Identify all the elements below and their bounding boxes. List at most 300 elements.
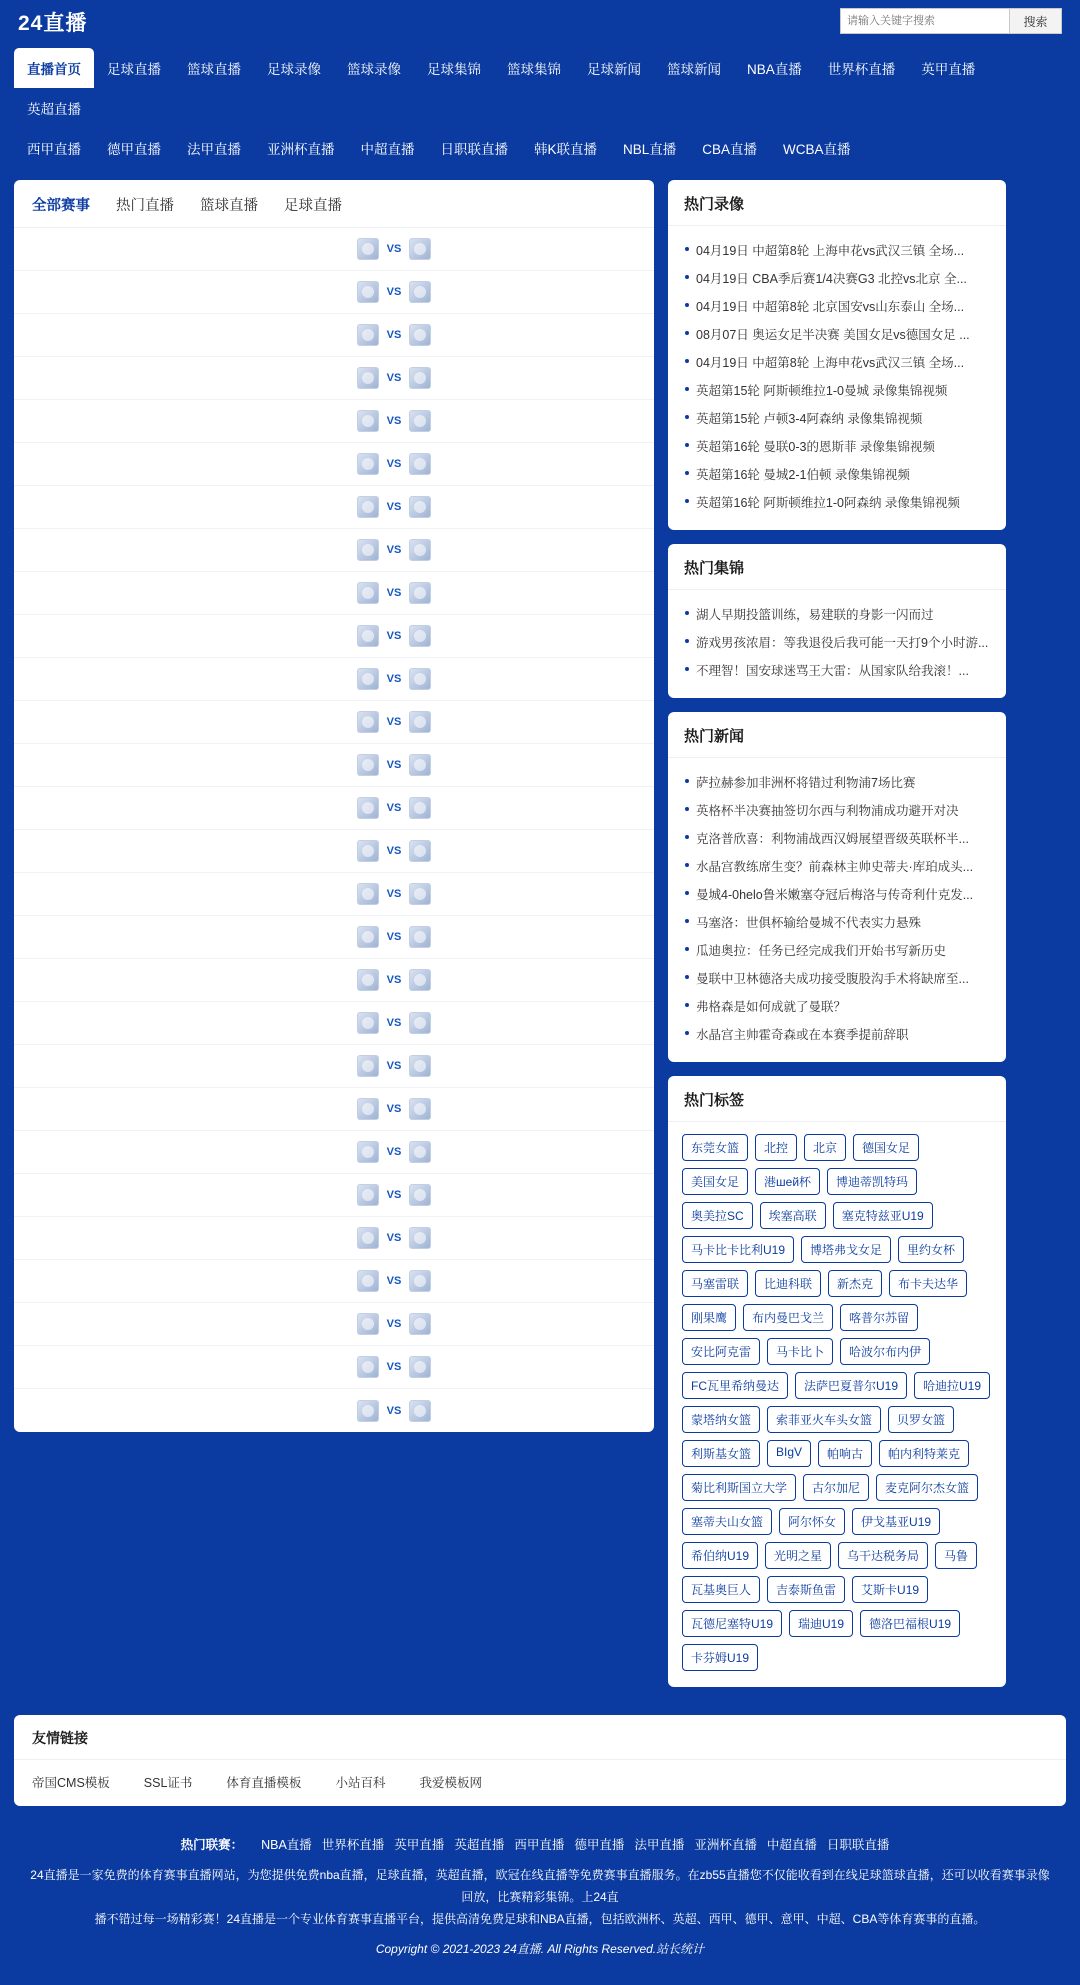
hot-tag[interactable]: 美国女足 xyxy=(682,1168,748,1195)
home-team xyxy=(228,1098,379,1120)
match-tabs xyxy=(14,180,654,228)
hot-tag[interactable]: 新杰克 xyxy=(828,1270,882,1297)
hot-tag[interactable]: 帕内利特莱克 xyxy=(879,1440,969,1467)
away-team xyxy=(409,496,560,518)
footer-description xyxy=(30,1864,1050,1931)
hot-tag[interactable]: 布内曼巴戈兰 xyxy=(743,1304,833,1331)
hot-news-item[interactable]: 萨拉赫参加非洲杯将错过利物浦7场比赛 xyxy=(682,768,992,796)
away-team-badge-icon xyxy=(409,582,431,604)
match-teams xyxy=(228,1141,560,1163)
match-teams xyxy=(228,1313,560,1335)
vs-label: VS xyxy=(386,286,402,298)
friend-link[interactable]: 体育直播模板 xyxy=(226,1776,302,1790)
home-team-badge-icon xyxy=(357,1098,379,1120)
hot-tag[interactable]: 刚果鹰 xyxy=(682,1304,736,1331)
hot-news-item[interactable]: 曼联中卫林德洛夫成功接受腹股沟手术将缺席至... xyxy=(682,964,992,992)
match-row[interactable] xyxy=(14,615,654,658)
hot-highlight-item[interactable]: 不理智！国安球迷骂王大雷：从国家队给我滚！... xyxy=(682,656,992,684)
hot-tag[interactable]: 伊戈基亚U19 xyxy=(852,1508,940,1535)
match-teams xyxy=(228,582,560,604)
match-teams xyxy=(228,883,560,905)
home-team xyxy=(228,926,379,948)
away-team-badge-icon xyxy=(409,1227,431,1249)
hot-tags-list xyxy=(668,1122,1006,1687)
match-row[interactable] xyxy=(14,830,654,873)
footer-league-link[interactable]: 日职联直播 xyxy=(826,1838,890,1852)
hot-tag[interactable]: 安比阿克雷 xyxy=(682,1338,760,1365)
home-team xyxy=(228,1227,379,1249)
home-team xyxy=(228,625,379,647)
match-row[interactable] xyxy=(14,529,654,572)
nav-row-secondary xyxy=(14,128,1066,168)
away-team xyxy=(409,1055,560,1077)
vs-label: VS xyxy=(386,888,402,900)
hot-tag[interactable]: 港шей杯 xyxy=(755,1168,820,1195)
hot-tag[interactable]: 菊比利斯国立大学 xyxy=(682,1474,796,1501)
away-team xyxy=(409,840,560,862)
vs-label: VS xyxy=(386,1318,402,1330)
away-team xyxy=(409,539,560,561)
away-team-badge-icon xyxy=(409,883,431,905)
nav-item-football-replay[interactable]: 足球录像 xyxy=(267,62,321,77)
home-team-badge-icon xyxy=(357,754,379,776)
footer-league-link[interactable]: 亚洲杯直播 xyxy=(694,1838,757,1852)
hot-replay-item[interactable]: 04月19日 中超第8轮 北京国安vs山东泰山 全场... xyxy=(682,292,992,320)
footer-league-link[interactable]: 西甲直播 xyxy=(514,1838,565,1852)
home-team-badge-icon xyxy=(357,367,379,389)
friend-link[interactable]: SSL证书 xyxy=(143,1776,193,1790)
match-teams xyxy=(228,711,560,733)
match-teams xyxy=(228,539,560,561)
hot-tag[interactable]: 马塞雷联 xyxy=(682,1270,748,1297)
match-teams xyxy=(228,969,560,991)
vs-label: VS xyxy=(386,1189,402,1201)
away-team-badge-icon xyxy=(409,711,431,733)
friend-link[interactable]: 小站百科 xyxy=(335,1776,386,1790)
match-row[interactable] xyxy=(14,701,654,744)
friend-link[interactable]: 帝国CMS模板 xyxy=(32,1776,110,1790)
match-row[interactable] xyxy=(14,916,654,959)
nav-item-championship[interactable]: 英甲直播 xyxy=(921,62,976,77)
hot-tag[interactable]: 索菲亚火车头女篮 xyxy=(767,1406,881,1433)
nav-item-bundesliga[interactable]: 德甲直播 xyxy=(107,142,161,157)
away-team-badge-icon xyxy=(409,1270,431,1292)
away-team-badge-icon xyxy=(409,1356,431,1378)
nav-item-football-news[interactable]: 足球新闻 xyxy=(587,62,641,77)
hot-news-item[interactable]: 弗格森是如何成就了曼联？ xyxy=(682,992,992,1020)
nav-item-basketball-live[interactable]: 篮球直播 xyxy=(187,62,241,77)
nav-item-ligue1[interactable]: 法甲直播 xyxy=(187,142,241,157)
footer-league-links xyxy=(256,1838,894,1852)
away-team-badge-icon xyxy=(409,1313,431,1335)
hot-tag[interactable]: 德洛巴福根U19 xyxy=(860,1610,960,1637)
vs-label: VS xyxy=(386,329,402,341)
away-team xyxy=(409,1400,560,1422)
away-team-badge-icon xyxy=(409,1184,431,1206)
match-teams xyxy=(228,1400,560,1422)
match-row[interactable] xyxy=(14,314,654,357)
nav-item-home[interactable]: 直播首页 xyxy=(14,48,94,88)
home-team-badge-icon xyxy=(357,324,379,346)
home-team xyxy=(228,410,379,432)
match-teams xyxy=(228,1184,560,1206)
friend-links-zone xyxy=(0,1715,1080,1820)
hot-news-item[interactable]: 曼城4-0helo鲁米嫩塞夺冠后梅洛与传奇利什克发... xyxy=(682,880,992,908)
away-team xyxy=(409,668,560,690)
hot-tag[interactable]: 德国女足 xyxy=(853,1134,919,1161)
home-team xyxy=(228,281,379,303)
nav-item-football-live[interactable]: 足球直播 xyxy=(107,62,161,77)
footer-league-link[interactable]: 英超直播 xyxy=(454,1838,505,1852)
match-row[interactable] xyxy=(14,1002,654,1045)
away-team xyxy=(409,926,560,948)
footer-leagues-label: 热门联赛： xyxy=(180,1838,244,1852)
match-teams xyxy=(228,1356,560,1378)
hot-replay-card xyxy=(668,180,1006,530)
match-row[interactable] xyxy=(14,959,654,1002)
away-team xyxy=(409,453,560,475)
away-team xyxy=(409,1227,560,1249)
home-team xyxy=(228,1012,379,1034)
tab-all-events[interactable]: 全部赛事 xyxy=(32,198,90,214)
hot-news-list xyxy=(668,758,1006,1062)
nav-item-basketball-replay[interactable]: 篮球录像 xyxy=(347,62,401,77)
away-team xyxy=(409,582,560,604)
home-team-badge-icon xyxy=(357,840,379,862)
left-column xyxy=(14,180,654,1446)
home-team-badge-icon xyxy=(357,711,379,733)
home-team xyxy=(228,324,379,346)
nav-item-kleague[interactable]: 韩K联直播 xyxy=(534,142,598,157)
hot-tag[interactable]: 法萨巴夏普尔U19 xyxy=(795,1372,907,1399)
right-column xyxy=(668,180,1006,1701)
match-row[interactable] xyxy=(14,1303,654,1346)
hot-tag[interactable]: 塞蒂夫山女篮 xyxy=(682,1508,772,1535)
hot-tag[interactable]: 北控 xyxy=(755,1134,797,1161)
vs-label: VS xyxy=(386,759,402,771)
away-team-badge-icon xyxy=(409,324,431,346)
match-row[interactable] xyxy=(14,357,654,400)
match-row[interactable] xyxy=(14,1260,654,1303)
hot-tag[interactable]: 希伯纳U19 xyxy=(682,1542,758,1569)
nav-item-premier-league[interactable]: 英超直播 xyxy=(27,102,81,117)
vs-label: VS xyxy=(386,1060,402,1072)
hot-tag[interactable]: 吉泰斯鱼雷 xyxy=(767,1576,845,1603)
hot-tag[interactable]: 麦克阿尔杰女篮 xyxy=(876,1474,978,1501)
hot-replay-item[interactable]: 08月07日 奥运女足半决赛 美国女足vs德国女足 ... xyxy=(682,320,992,348)
vs-label: VS xyxy=(386,458,402,470)
match-row[interactable] xyxy=(14,1088,654,1131)
home-team-badge-icon xyxy=(357,1313,379,1335)
away-team-badge-icon xyxy=(409,1400,431,1422)
home-team xyxy=(228,668,379,690)
match-row[interactable] xyxy=(14,1174,654,1217)
away-team-badge-icon xyxy=(409,754,431,776)
hot-tag[interactable]: BIgV xyxy=(767,1440,811,1467)
tab-basketball-live[interactable]: 篮球直播 xyxy=(200,198,258,214)
away-team xyxy=(409,797,560,819)
hot-replay-item[interactable]: 英超第16轮 曼城2-1伯顿 录像集锦视频 xyxy=(682,460,992,488)
hot-news-item[interactable]: 水晶宫主帅霍奇森或在本赛季提前辞职 xyxy=(682,1020,992,1048)
home-team xyxy=(228,1141,379,1163)
match-teams xyxy=(228,797,560,819)
hot-tag[interactable]: 古尔加尼 xyxy=(803,1474,869,1501)
hot-news-item[interactable]: 马塞洛：世俱杯输给曼城不代表实力悬殊 xyxy=(682,908,992,936)
match-row[interactable] xyxy=(14,1389,654,1432)
hot-tag[interactable]: 哈迪拉U19 xyxy=(914,1372,990,1399)
nav-item-worldcup[interactable]: 世界杯直播 xyxy=(827,62,896,77)
hot-tag[interactable]: 博塔弗戈女足 xyxy=(801,1236,891,1263)
nav-item-nba[interactable]: NBA直播 xyxy=(747,62,802,77)
match-row[interactable] xyxy=(14,1045,654,1088)
nav-item-basketball-news[interactable]: 篮球新闻 xyxy=(667,62,721,77)
vs-label: VS xyxy=(386,1017,402,1029)
home-team-badge-icon xyxy=(357,1184,379,1206)
home-team-badge-icon xyxy=(357,1055,379,1077)
home-team xyxy=(228,1184,379,1206)
match-row[interactable] xyxy=(14,486,654,529)
footer-desc-line2: 播不错过每一场精彩赛！24直播是一个专业体育赛事直播平台，提供高清免费足球和NBA直播，包括欧洲杯、英超、西甲、德甲、意甲、中超、CBA等体育赛事的直播。 xyxy=(94,1912,986,1927)
home-team-badge-icon xyxy=(357,1400,379,1422)
friend-links-card xyxy=(14,1715,1066,1806)
away-team-badge-icon xyxy=(409,367,431,389)
footer-league-link[interactable]: 英甲直播 xyxy=(394,1838,445,1852)
hot-tag[interactable]: 帕响古 xyxy=(818,1440,872,1467)
hot-replay-item[interactable]: 04月19日 CBA季后赛1/4决赛G3 北控vs北京 全... xyxy=(682,264,992,292)
away-team xyxy=(409,410,560,432)
match-row[interactable] xyxy=(14,1346,654,1389)
hot-replay-item[interactable]: 英超第15轮 阿斯顿维拉1-0曼城 录像集锦视频 xyxy=(682,376,992,404)
hot-replay-title: 热门录像 xyxy=(668,180,1006,226)
search-input[interactable] xyxy=(840,8,1010,34)
home-team-badge-icon xyxy=(357,238,379,260)
hot-news-item[interactable]: 英格杯半决赛抽签切尔西与利物浦成功避开对决 xyxy=(682,796,992,824)
match-row[interactable] xyxy=(14,443,654,486)
hot-tag[interactable]: 贝罗女篮 xyxy=(888,1406,954,1433)
home-team xyxy=(228,840,379,862)
away-team xyxy=(409,1184,560,1206)
match-row[interactable] xyxy=(14,744,654,787)
home-team xyxy=(228,883,379,905)
nav-item-laliga[interactable]: 西甲直播 xyxy=(27,142,81,157)
friend-link[interactable]: 我爱模板网 xyxy=(419,1776,482,1790)
hot-tag[interactable]: 比迪科联 xyxy=(755,1270,821,1297)
away-team-badge-icon xyxy=(409,1098,431,1120)
away-team xyxy=(409,754,560,776)
footer-league-link[interactable]: 法甲直播 xyxy=(634,1838,685,1852)
hot-tag[interactable]: 博迪蒂凯特玛 xyxy=(827,1168,917,1195)
vs-label: VS xyxy=(386,415,402,427)
home-team-badge-icon xyxy=(357,926,379,948)
hot-tag[interactable]: 里约女杯 xyxy=(898,1236,964,1263)
hot-tag[interactable]: 瓦基奥巨人 xyxy=(682,1576,760,1603)
nav-item-nbl[interactable]: NBL直播 xyxy=(623,142,677,157)
footer-leagues-row xyxy=(30,1834,1050,1858)
match-row[interactable] xyxy=(14,873,654,916)
vs-label: VS xyxy=(386,630,402,642)
hot-tag[interactable]: 蒙塔纳女篮 xyxy=(682,1406,760,1433)
vs-label: VS xyxy=(386,372,402,384)
hot-tag[interactable]: 奥美拉SC xyxy=(682,1202,753,1229)
match-teams xyxy=(228,496,560,518)
hot-highlights-title: 热门集锦 xyxy=(668,544,1006,590)
hot-tag[interactable]: 马卡比卡比利U19 xyxy=(682,1236,794,1263)
match-row[interactable] xyxy=(14,228,654,271)
away-team xyxy=(409,281,560,303)
hot-replay-item[interactable]: 04月19日 中超第8轮 上海申花vs武汉三镇 全场... xyxy=(682,348,992,376)
home-team-badge-icon xyxy=(357,797,379,819)
vs-label: VS xyxy=(386,587,402,599)
nav-item-jleague[interactable]: 日职联直播 xyxy=(440,142,508,157)
vs-label: VS xyxy=(386,974,402,986)
home-team-badge-icon xyxy=(357,539,379,561)
match-row[interactable] xyxy=(14,572,654,615)
away-team xyxy=(409,1356,560,1378)
vs-label: VS xyxy=(386,673,402,685)
match-teams xyxy=(228,410,560,432)
match-teams xyxy=(228,281,560,303)
content-area xyxy=(0,180,1080,1715)
hot-replay-item[interactable]: 英超第16轮 曼联0-3的恩斯菲 录像集锦视频 xyxy=(682,432,992,460)
vs-label: VS xyxy=(386,845,402,857)
friend-links-row xyxy=(14,1760,1066,1806)
away-team xyxy=(409,1012,560,1034)
away-team-badge-icon xyxy=(409,539,431,561)
hot-replay-item[interactable]: 英超第16轮 阿斯顿维拉1-0阿森纳 录像集锦视频 xyxy=(682,488,992,516)
vs-label: VS xyxy=(386,501,402,513)
hot-tags-title: 热门标签 xyxy=(668,1076,1006,1122)
home-team xyxy=(228,582,379,604)
home-team-badge-icon xyxy=(357,625,379,647)
away-team-badge-icon xyxy=(409,281,431,303)
hot-tag[interactable]: 东莞女篮 xyxy=(682,1134,748,1161)
home-team xyxy=(228,711,379,733)
nav-item-asiancup[interactable]: 亚洲杯直播 xyxy=(267,142,335,157)
match-row[interactable] xyxy=(14,271,654,314)
home-team xyxy=(228,969,379,991)
vs-label: VS xyxy=(386,243,402,255)
main-nav xyxy=(0,44,1080,180)
home-team-badge-icon xyxy=(357,969,379,991)
match-teams xyxy=(228,926,560,948)
hot-replay-item[interactable]: 英超第15轮 卢顿3-4阿森纳 录像集锦视频 xyxy=(682,404,992,432)
match-row[interactable] xyxy=(14,787,654,830)
hot-tag[interactable]: 喀普尔苏留 xyxy=(840,1304,918,1331)
home-team xyxy=(228,1400,379,1422)
away-team-badge-icon xyxy=(409,410,431,432)
footer xyxy=(0,1820,1080,1985)
vs-label: VS xyxy=(386,1404,402,1417)
hot-tag[interactable]: 光明之星 xyxy=(765,1542,831,1569)
match-row[interactable] xyxy=(14,1131,654,1174)
footer-league-link[interactable]: 德甲直播 xyxy=(574,1838,625,1852)
hot-tag[interactable]: 塞克特兹亚U19 xyxy=(833,1202,933,1229)
hot-highlight-item[interactable]: 湖人早期投篮训练，易建联的身影一闪而过 xyxy=(682,600,992,628)
match-list-card xyxy=(14,180,654,1432)
away-team xyxy=(409,625,560,647)
away-team-badge-icon xyxy=(409,668,431,690)
hot-tag[interactable]: 埃塞高联 xyxy=(760,1202,826,1229)
nav-item-csl[interactable]: 中超直播 xyxy=(360,142,415,157)
away-team xyxy=(409,1313,560,1335)
hot-tag[interactable]: 艾斯卡U19 xyxy=(852,1576,928,1603)
hot-tag[interactable]: 马鲁 xyxy=(935,1542,977,1569)
away-team-badge-icon xyxy=(409,1055,431,1077)
footer-league-link[interactable]: NBA直播 xyxy=(261,1838,312,1852)
home-team-badge-icon xyxy=(357,1356,379,1378)
home-team-badge-icon xyxy=(357,1227,379,1249)
hot-replay-item[interactable]: 04月19日 中超第8轮 上海申花vs武汉三镇 全场... xyxy=(682,236,992,264)
match-teams xyxy=(228,367,560,389)
footer-league-link[interactable]: 中超直播 xyxy=(766,1838,817,1852)
hot-replay-list xyxy=(668,226,1006,530)
nav-item-cba[interactable]: CBA直播 xyxy=(702,142,758,157)
hot-highlight-item[interactable]: 游戏男孩浓眉：等我退役后我可能一天打9个小时游... xyxy=(682,628,992,656)
footer-desc-line1: 24直播是一家免费的体育赛事直播网站，为您提供免费nba直播，足球直播，英超直播，欧冠在线直播等免费赛事直播服务。在zb55直播您不仅能收看到在线足球篮球直播，还可以收看赛事录像回放，比赛精彩集锦。上24直 xyxy=(30,1867,1050,1904)
home-team-badge-icon xyxy=(357,668,379,690)
footer-league-link[interactable]: 世界杯直播 xyxy=(321,1838,385,1852)
match-row[interactable] xyxy=(14,658,654,701)
match-row[interactable] xyxy=(14,400,654,443)
match-row[interactable] xyxy=(14,1217,654,1260)
away-team-badge-icon xyxy=(409,1012,431,1034)
hot-highlights-list xyxy=(668,590,1006,698)
search-button[interactable]: 搜索 xyxy=(1010,8,1062,34)
hot-news-item[interactable]: 瓜迪奥拉：任务已经完成我们开始书写新历史 xyxy=(682,936,992,964)
away-team xyxy=(409,238,560,260)
nav-item-football-highlights[interactable]: 足球集锦 xyxy=(427,62,481,77)
home-team xyxy=(228,453,379,475)
match-teams xyxy=(228,1270,560,1292)
home-team xyxy=(228,1356,379,1378)
match-teams xyxy=(228,668,560,690)
hot-tag[interactable]: 阿尔怀女 xyxy=(779,1508,845,1535)
hot-tag[interactable]: 卡芬姆U19 xyxy=(682,1644,758,1671)
hot-news-item[interactable]: 克洛普欣喜：利物浦战西汉姆展望晋级英联杯半... xyxy=(682,824,992,852)
vs-label: VS xyxy=(386,1275,402,1287)
friend-links-title: 友情链接 xyxy=(14,1715,1066,1760)
tab-football-live[interactable]: 足球直播 xyxy=(284,198,342,214)
match-teams xyxy=(228,324,560,346)
away-team xyxy=(409,367,560,389)
match-teams xyxy=(228,1055,560,1077)
away-team-badge-icon xyxy=(409,840,431,862)
hot-tag[interactable]: FC瓦里希纳曼达 xyxy=(682,1372,788,1399)
home-team xyxy=(228,1313,379,1335)
home-team-badge-icon xyxy=(357,582,379,604)
away-team xyxy=(409,1270,560,1292)
hot-news-item[interactable]: 水晶宫教练席生变？前森林主帅史蒂夫·库珀成头... xyxy=(682,852,992,880)
nav-item-wcba[interactable]: WCBA直播 xyxy=(783,142,851,157)
hot-tag[interactable]: 北京 xyxy=(804,1134,846,1161)
home-team-badge-icon xyxy=(357,1270,379,1292)
hot-tag[interactable]: 马卡比卜 xyxy=(767,1338,833,1365)
hot-tag[interactable]: 瑞迪U19 xyxy=(789,1610,853,1637)
hot-tag[interactable]: 利斯基女篮 xyxy=(682,1440,760,1467)
hot-tag[interactable]: 布卡夫达华 xyxy=(889,1270,967,1297)
hot-tag[interactable]: 乌干达税务局 xyxy=(838,1542,928,1569)
match-teams xyxy=(228,1098,560,1120)
site-logo[interactable]: 24直播 xyxy=(18,12,88,35)
hot-tag[interactable]: 瓦德尼塞特U19 xyxy=(682,1610,782,1637)
tab-hot-live[interactable]: 热门直播 xyxy=(116,198,174,214)
vs-label: VS xyxy=(386,1146,402,1158)
hot-tag[interactable]: 哈波尔布内伊 xyxy=(840,1338,930,1365)
nav-item-basketball-highlights[interactable]: 篮球集锦 xyxy=(507,62,561,77)
search-area xyxy=(840,8,1062,34)
away-team-badge-icon xyxy=(409,453,431,475)
footer-copyright: Copyright © 2021-2023 24直播. All Rights Reserved.站长统计 xyxy=(375,1942,705,1957)
